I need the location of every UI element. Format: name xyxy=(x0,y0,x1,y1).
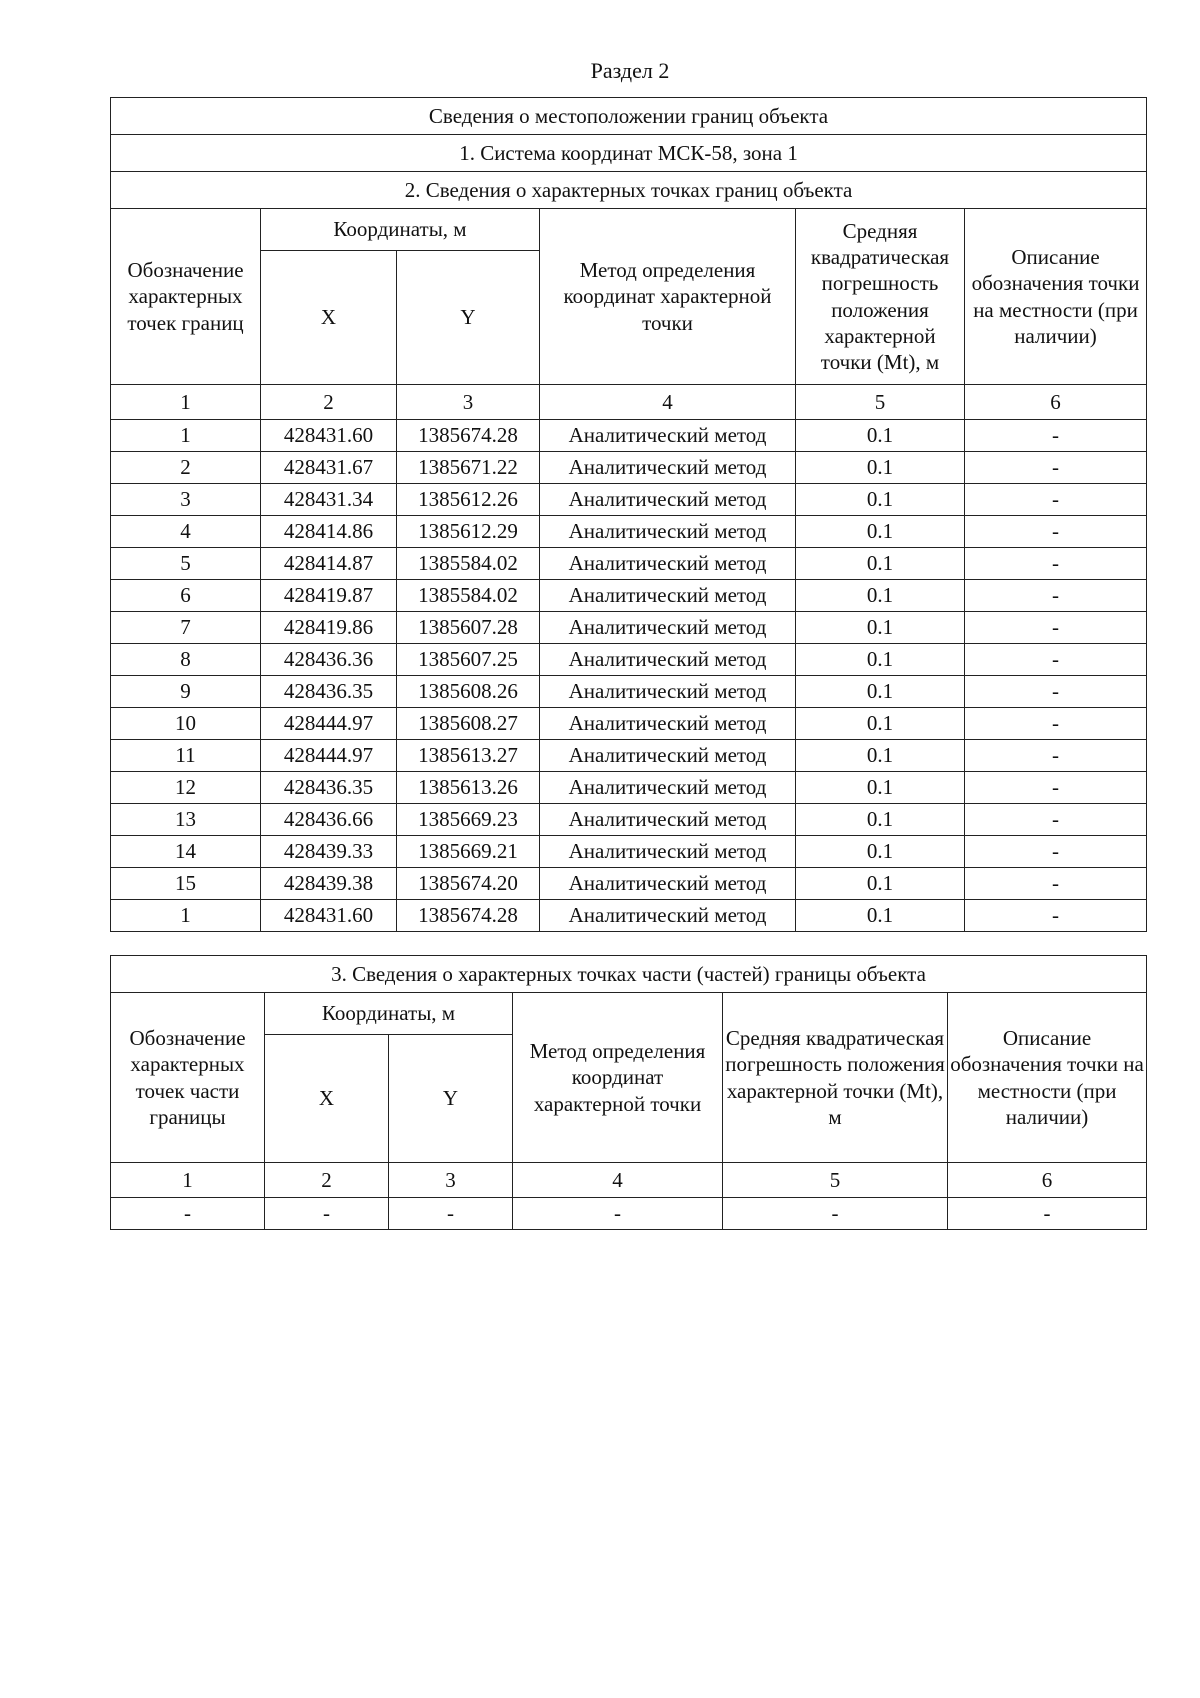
coord-x-cell: 428431.60 xyxy=(261,900,397,932)
description-cell: - xyxy=(965,868,1147,900)
method-cell: Аналитический метод xyxy=(540,708,796,740)
description-cell: - xyxy=(965,804,1147,836)
method-cell: Аналитический метод xyxy=(540,644,796,676)
points-body xyxy=(111,420,1147,932)
error-cell: 0.1 xyxy=(796,420,965,452)
method-cell: - xyxy=(513,1198,723,1230)
coord-y-cell: 1385607.25 xyxy=(397,644,540,676)
col-x-header: X xyxy=(261,251,397,385)
parts-col-y-header: Y xyxy=(389,1035,513,1163)
method-cell: Аналитический метод xyxy=(540,516,796,548)
points-title: 2. Сведения о характерных точках границ объекта xyxy=(111,172,1147,209)
point-id-cell: 8 xyxy=(111,644,261,676)
table-row xyxy=(111,484,1147,516)
coord-x-cell: 428444.97 xyxy=(261,740,397,772)
coord-y-cell: 1385669.23 xyxy=(397,804,540,836)
parts-column-numbers-row xyxy=(111,1163,1147,1198)
coord-x-cell: 428436.36 xyxy=(261,644,397,676)
point-id-cell: 2 xyxy=(111,452,261,484)
point-id-cell: 7 xyxy=(111,612,261,644)
coord-x-cell: 428439.33 xyxy=(261,836,397,868)
parts-col-error-header: Средняя квадратическая погрешность положения характерной точки (Mt), м xyxy=(723,993,948,1163)
method-cell: Аналитический метод xyxy=(540,804,796,836)
coord-y-cell: 1385674.20 xyxy=(397,868,540,900)
column-number: 1 xyxy=(111,385,261,420)
error-cell: 0.1 xyxy=(796,836,965,868)
coord-x-cell: 428419.87 xyxy=(261,580,397,612)
coord-y-cell: 1385613.27 xyxy=(397,740,540,772)
col-description-header: Описание обозначения точки на местности (при наличии) xyxy=(965,209,1147,385)
description-cell: - xyxy=(948,1198,1147,1230)
col-coords-header: Координаты, м xyxy=(261,209,540,251)
coord-y-cell: 1385608.27 xyxy=(397,708,540,740)
column-number: 2 xyxy=(265,1163,389,1198)
error-cell: 0.1 xyxy=(796,676,965,708)
point-id-cell: 6 xyxy=(111,580,261,612)
column-number: 1 xyxy=(111,1163,265,1198)
parts-body xyxy=(111,1198,1147,1230)
coord-y-cell: 1385612.29 xyxy=(397,516,540,548)
method-cell: Аналитический метод xyxy=(540,580,796,612)
error-cell: 0.1 xyxy=(796,516,965,548)
table-row xyxy=(111,1198,1147,1230)
coord-x-cell: 428431.67 xyxy=(261,452,397,484)
coord-y-cell: 1385612.26 xyxy=(397,484,540,516)
coord-x-cell: 428414.86 xyxy=(261,516,397,548)
coord-x-cell: 428414.87 xyxy=(261,548,397,580)
column-number: 4 xyxy=(513,1163,723,1198)
method-cell: Аналитический метод xyxy=(540,452,796,484)
method-cell: Аналитический метод xyxy=(540,740,796,772)
description-cell: - xyxy=(965,580,1147,612)
description-cell: - xyxy=(965,548,1147,580)
column-number: 5 xyxy=(723,1163,948,1198)
method-cell: Аналитический метод xyxy=(540,868,796,900)
coord-y-cell: 1385613.26 xyxy=(397,772,540,804)
column-number: 5 xyxy=(796,385,965,420)
column-number: 2 xyxy=(261,385,397,420)
table-row xyxy=(111,580,1147,612)
method-cell: Аналитический метод xyxy=(540,676,796,708)
error-cell: 0.1 xyxy=(796,484,965,516)
point-id-cell: 14 xyxy=(111,836,261,868)
table-row xyxy=(111,612,1147,644)
description-cell: - xyxy=(965,420,1147,452)
col-error-header: Средняя квадратическая погрешность положения характерной точки (Mt), м xyxy=(796,209,965,385)
method-cell: Аналитический метод xyxy=(540,548,796,580)
error-cell: 0.1 xyxy=(796,708,965,740)
method-cell: Аналитический метод xyxy=(540,420,796,452)
description-cell: - xyxy=(965,900,1147,932)
method-cell: Аналитический метод xyxy=(540,772,796,804)
method-cell: Аналитический метод xyxy=(540,836,796,868)
column-number: 6 xyxy=(948,1163,1147,1198)
table-row xyxy=(111,900,1147,932)
boundary-points-table xyxy=(110,97,1147,932)
coord-x-cell: 428436.35 xyxy=(261,772,397,804)
table-row xyxy=(111,836,1147,868)
coord-x-cell: 428419.86 xyxy=(261,612,397,644)
point-id-cell: - xyxy=(111,1198,265,1230)
table-row xyxy=(111,708,1147,740)
coord-y-cell: - xyxy=(389,1198,513,1230)
parts-col-description-header: Описание обозначения точки на местности (при наличии) xyxy=(948,993,1147,1163)
coord-system: 1. Система координат МСК-58, зона 1 xyxy=(111,135,1147,172)
col-designation-header: Обозначение характерных точек границ xyxy=(111,209,261,385)
coord-x-cell: 428439.38 xyxy=(261,868,397,900)
method-cell: Аналитический метод xyxy=(540,612,796,644)
section-title: Сведения о местоположении границ объекта xyxy=(111,98,1147,135)
point-id-cell: 15 xyxy=(111,868,261,900)
coord-y-cell: 1385669.21 xyxy=(397,836,540,868)
col-y-header: Y xyxy=(397,251,540,385)
coord-y-cell: 1385607.28 xyxy=(397,612,540,644)
boundary-parts-table xyxy=(110,955,1147,1230)
description-cell: - xyxy=(965,676,1147,708)
error-cell: 0.1 xyxy=(796,612,965,644)
description-cell: - xyxy=(965,612,1147,644)
point-id-cell: 9 xyxy=(111,676,261,708)
description-cell: - xyxy=(965,516,1147,548)
point-id-cell: 10 xyxy=(111,708,261,740)
description-cell: - xyxy=(965,772,1147,804)
coord-y-cell: 1385608.26 xyxy=(397,676,540,708)
parts-col-x-header: X xyxy=(265,1035,389,1163)
error-cell: 0.1 xyxy=(796,580,965,612)
coord-y-cell: 1385671.22 xyxy=(397,452,540,484)
column-number: 4 xyxy=(540,385,796,420)
coord-y-cell: 1385584.02 xyxy=(397,548,540,580)
table-row xyxy=(111,740,1147,772)
coord-x-cell: 428431.34 xyxy=(261,484,397,516)
col-method-header: Метод определения координат характерной точки xyxy=(540,209,796,385)
description-cell: - xyxy=(965,644,1147,676)
parts-col-coords-header: Координаты, м xyxy=(265,993,513,1035)
table-row xyxy=(111,676,1147,708)
coord-x-cell: - xyxy=(265,1198,389,1230)
table-row xyxy=(111,804,1147,836)
point-id-cell: 1 xyxy=(111,900,261,932)
parts-col-designation-header: Обозначение характерных точек части границы xyxy=(111,993,265,1163)
table-row xyxy=(111,868,1147,900)
coord-x-cell: 428444.97 xyxy=(261,708,397,740)
description-cell: - xyxy=(965,836,1147,868)
table-row xyxy=(111,420,1147,452)
parts-col-method-header: Метод определения координат характерной точки xyxy=(513,993,723,1163)
point-id-cell: 3 xyxy=(111,484,261,516)
parts-title: 3. Сведения о характерных точках части (частей) границы объекта xyxy=(111,956,1147,993)
coord-x-cell: 428436.35 xyxy=(261,676,397,708)
error-cell: 0.1 xyxy=(796,644,965,676)
error-cell: - xyxy=(723,1198,948,1230)
point-id-cell: 1 xyxy=(111,420,261,452)
point-id-cell: 4 xyxy=(111,516,261,548)
description-cell: - xyxy=(965,452,1147,484)
page-heading: Раздел 2 xyxy=(590,58,670,83)
description-cell: - xyxy=(965,708,1147,740)
point-id-cell: 13 xyxy=(111,804,261,836)
table-row xyxy=(111,644,1147,676)
table-row xyxy=(111,772,1147,804)
coord-x-cell: 428431.60 xyxy=(261,420,397,452)
coord-y-cell: 1385584.02 xyxy=(397,580,540,612)
coord-y-cell: 1385674.28 xyxy=(397,900,540,932)
table-row xyxy=(111,516,1147,548)
table-row xyxy=(111,452,1147,484)
error-cell: 0.1 xyxy=(796,868,965,900)
point-id-cell: 12 xyxy=(111,772,261,804)
column-number: 3 xyxy=(389,1163,513,1198)
coord-x-cell: 428436.66 xyxy=(261,804,397,836)
column-number: 3 xyxy=(397,385,540,420)
point-id-cell: 5 xyxy=(111,548,261,580)
error-cell: 0.1 xyxy=(796,548,965,580)
error-cell: 0.1 xyxy=(796,900,965,932)
error-cell: 0.1 xyxy=(796,740,965,772)
description-cell: - xyxy=(965,740,1147,772)
column-number: 6 xyxy=(965,385,1147,420)
error-cell: 0.1 xyxy=(796,772,965,804)
coord-y-cell: 1385674.28 xyxy=(397,420,540,452)
description-cell: - xyxy=(965,484,1147,516)
table-row xyxy=(111,548,1147,580)
method-cell: Аналитический метод xyxy=(540,484,796,516)
error-cell: 0.1 xyxy=(796,452,965,484)
error-cell: 0.1 xyxy=(796,804,965,836)
column-numbers-row xyxy=(111,385,1147,420)
point-id-cell: 11 xyxy=(111,740,261,772)
method-cell: Аналитический метод xyxy=(540,900,796,932)
